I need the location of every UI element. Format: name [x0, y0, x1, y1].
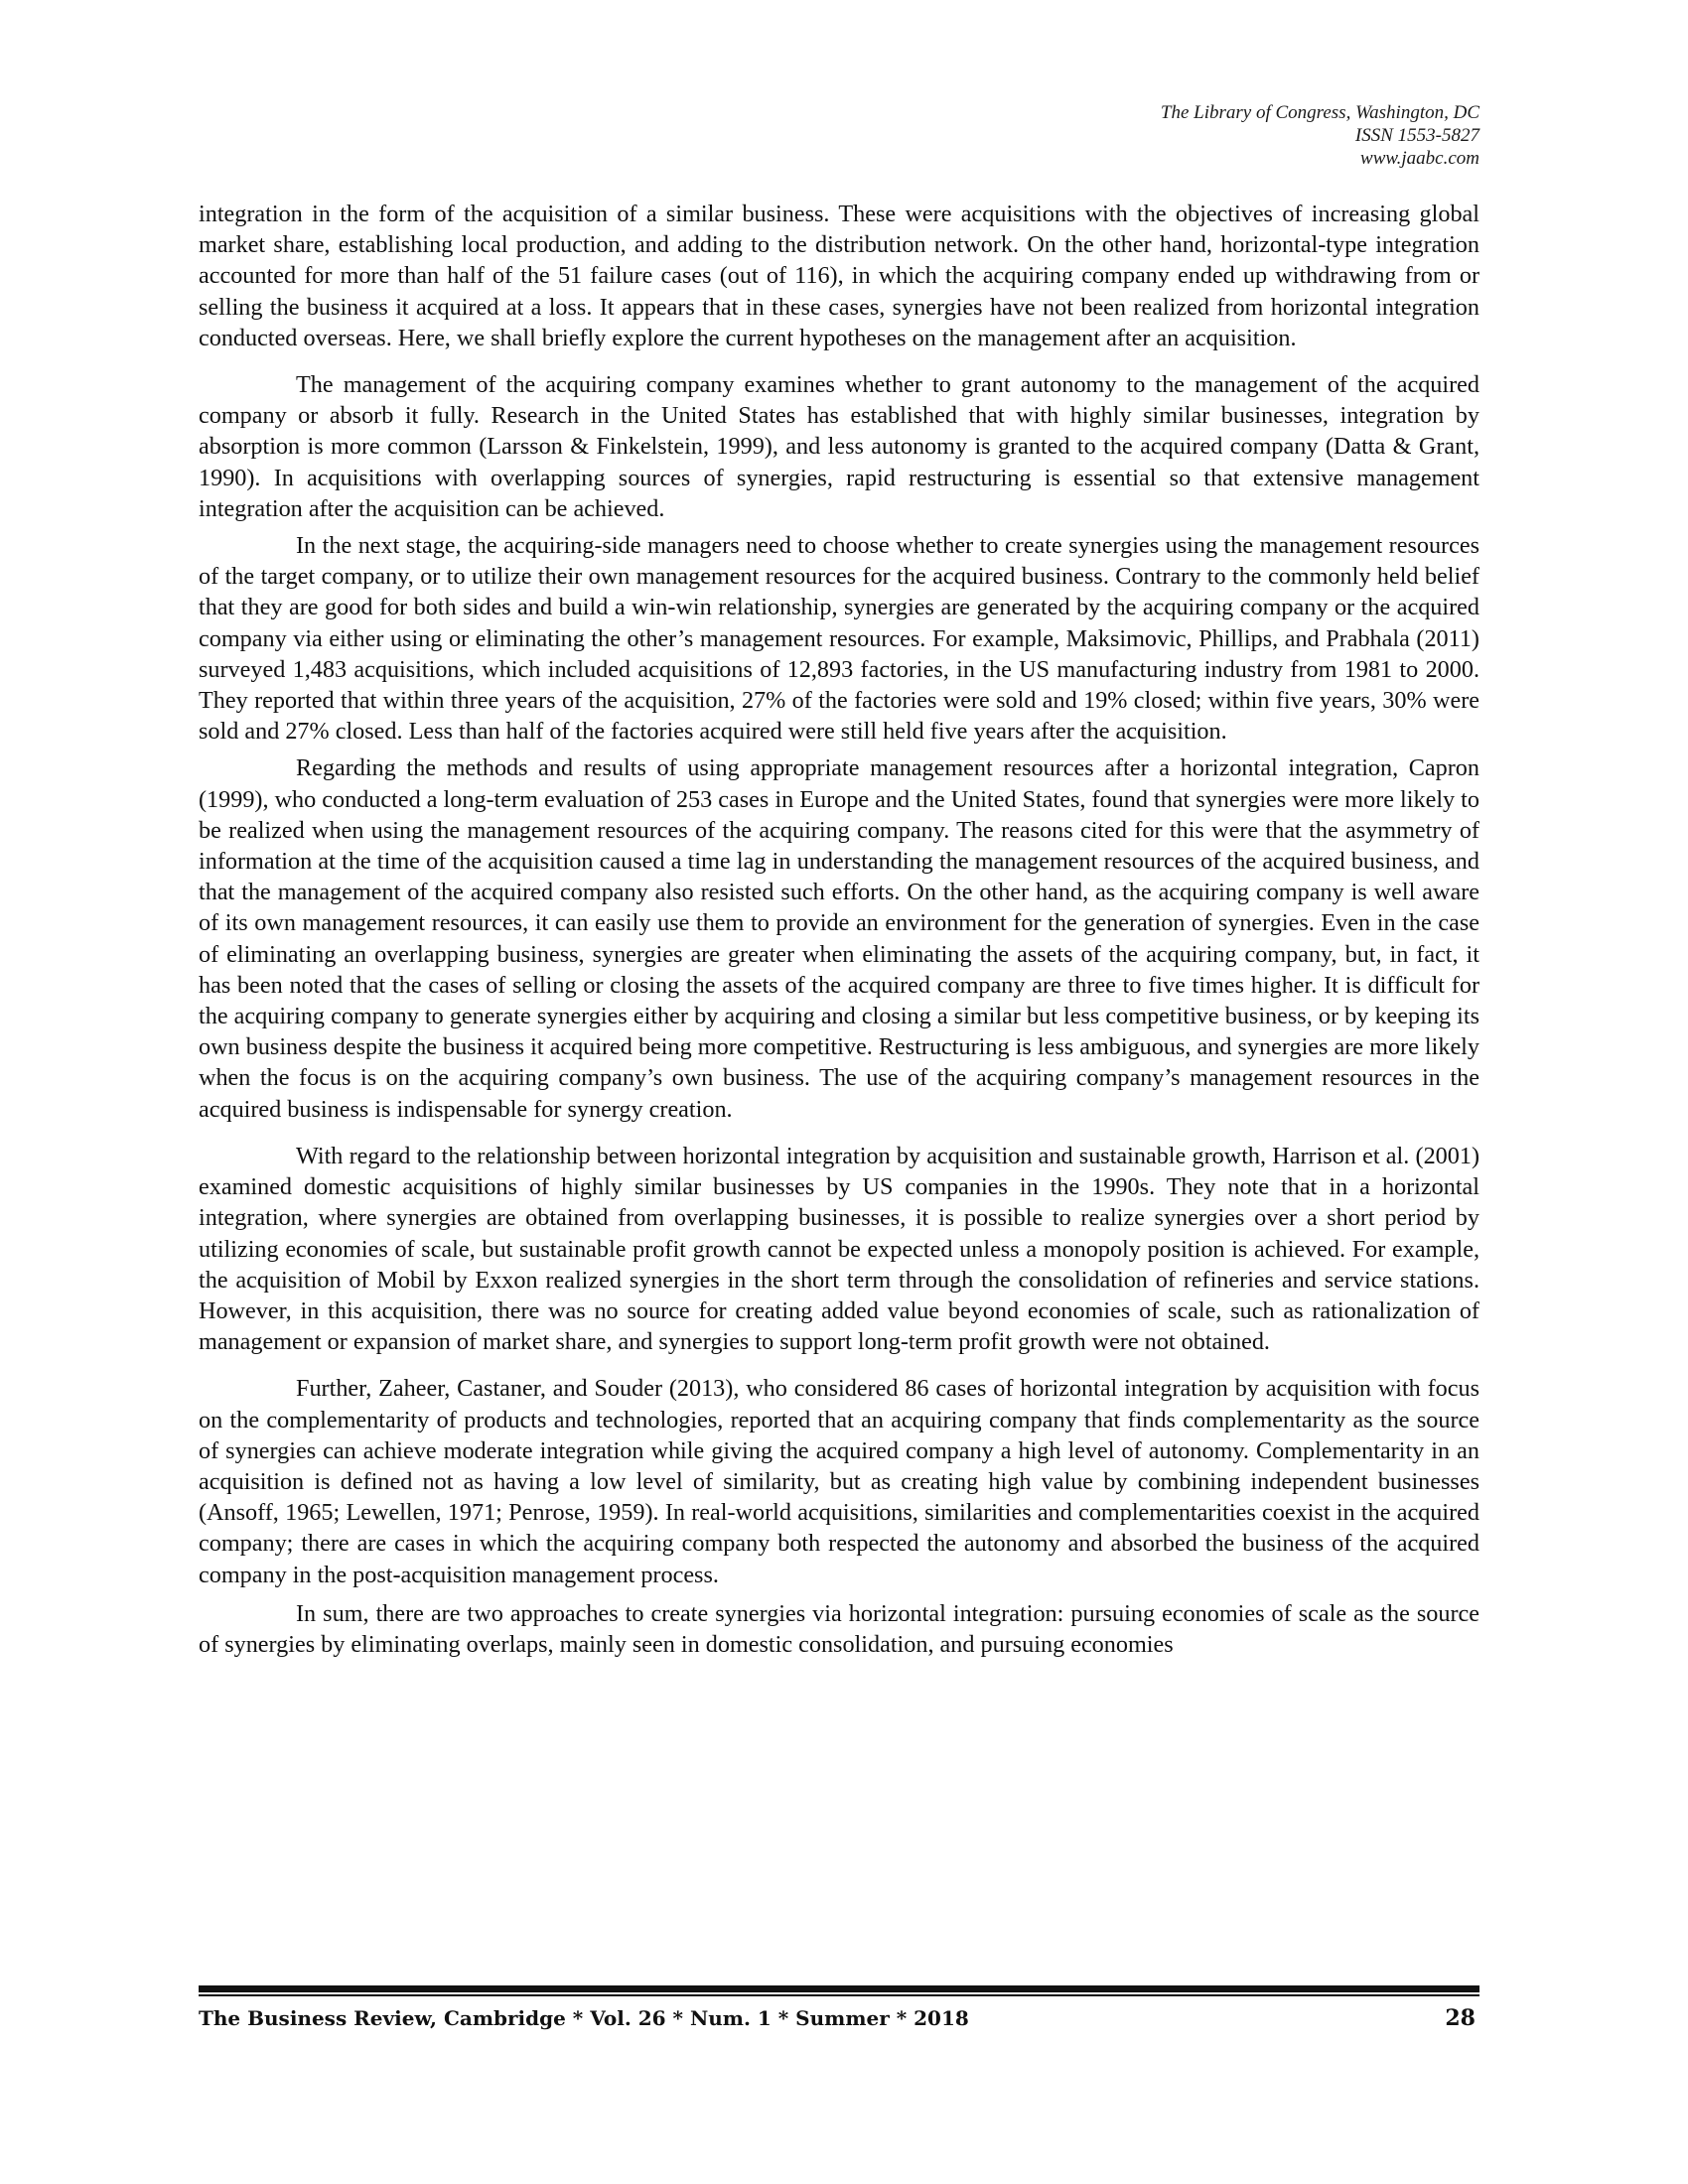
paragraph-next-stage: In the next stage, the acquiring-side managers need to choose whether to create synergies using the management resources of the target company, or to utilize their own management resources for the acquired business. Contrary to the commonly held belief that they are good for both sides and build a win-win relationship, synergies are generated by the acquiring company or the acquired company via either using or eliminating the other’s management resources. For example, Maksimovic, Phillips, and Prabhala (2011) surveyed 1,483 acquisitions, which included acquisitions of 12,893 factories, in the US manufacturing industry from 1981 to 2000. They reported that within three years of the acquisition, 27% of the factories were sold and 19% closed; within five years, 30% were sold and 27% closed. Less than half of the factories acquired were still held five years after the acquisition. — [199, 532, 1479, 746]
page-number: 28 — [1445, 2005, 1476, 2031]
page-footer — [199, 2005, 1479, 2031]
paragraph-continuation: integration in the form of the acquisition of a similar business. These were acquisitions with the objectives of increasing global market share, establishing local production, and adding to the distribution network. On the other hand, horizontal-type integration accounted for more than half of the 51 failure cases (out of 116), in which the acquiring company ended up withdrawing from or selling the business it acquired at a loss. It appears that in these cases, synergies have not been realized from horizontal integration conducted overseas. Here, we shall briefly explore the current hypotheses on the management after an acquisition. — [199, 201, 1479, 351]
footer-journal-citation: The Business Review, Cambridge * Vol. 26 * Num. 1 * Summer * 2018 — [199, 2006, 969, 2030]
footer-divider — [199, 1985, 1479, 1996]
paragraph-autonomy: The management of the acquiring company examines whether to grant autonomy to the management of the acquired company or absorb it fully. Research in the United States has established that with highly similar businesses, integration by absorption is more common (Larsson & Finkelstein, 1999), and less autonomy is granted to the acquired company (Datta & Grant, 1990). In acquisitions with overlapping sources of synergies, rapid restructuring is essential so that extensive management integration after the acquisition can be achieved. — [199, 371, 1479, 522]
footer-divider-thin — [199, 1994, 1479, 1996]
header-website-line: www.jaabc.com — [1360, 148, 1479, 169]
paragraph-harrison: With regard to the relationship between horizontal integration by acquisition and sustainable growth, Harrison et al. (2001) examined domestic acquisitions of highly similar businesses by US companies in the 1990s. They note that in a horizontal integration, where synergies are obtained from overlapping businesses, it is possible to realize synergies over a short period by utilizing economies of scale, but sustainable profit growth cannot be expected unless a monopoly position is achieved. For example, the acquisition of Mobil by Exxon realized synergies in the short term through the consolidation of refineries and service stations. However, in this acquisition, there was no source for creating added value beyond economies of scale, such as rationalization of management or expansion of market share, and synergies to support long-term profit growth were not obtained. — [199, 1142, 1479, 1356]
journal-header — [1161, 101, 1479, 170]
paragraph-zaheer: Further, Zaheer, Castaner, and Souder (2013), who considered 86 cases of horizontal integration by acquisition with focus on the complementarity of products and technologies, reported that an acquiring company that finds complementarity as the source of synergies can achieve moderate integration while giving the acquired company a high level of autonomy. Complementarity in an acquisition is defined not as having a low level of similarity, but as creating high value by combining independent businesses (Ansoff, 1965; Lewellen, 1971; Penrose, 1959). In real-world acquisitions, similarities and complementarities coexist in the acquired company; there are cases in which the acquiring company both respected the autonomy and absorbed the business of the acquired company in the post-acquisition management process. — [199, 1375, 1479, 1588]
footer-divider-thick — [199, 1985, 1479, 1992]
paragraph-capron: Regarding the methods and results of using appropriate management resources after a horizontal integration, Capron (1999), who conducted a long-term evaluation of 253 cases in Europe and the United States, found that synergies were more likely to be realized when using the management resources of the acquiring company. The reasons cited for this were that the asymmetry of information at the time of the acquisition caused a time lag in understanding the management resources of the acquired business, and that the management of the acquired company also resisted such efforts. On the other hand, as the acquiring company is well aware of its own management resources, it can easily use them to provide an environment for the generation of synergies. Even in the case of eliminating an overlapping business, synergies are greater when eliminating the assets of the acquiring company, but, in fact, it has been noted that the cases of selling or closing the assets of the acquired company are three to five times higher. It is difficult for the acquiring company to generate synergies either by acquiring and closing a similar but less competitive business, or by keeping its own business despite the business it acquired being more competitive. Restructuring is less ambiguous, and synergies are more likely when the focus is on the acquiring company’s own business. The use of the acquiring company’s management resources in the acquired business is indispensable for synergy creation. — [199, 754, 1479, 1123]
article-body — [199, 199, 1479, 1660]
paragraph-in-sum: In sum, there are two approaches to create synergies via horizontal integration: pursuing economies of scale as the source of synergies by eliminating overlaps, mainly seen in domestic consolidation, and pursuing economies — [199, 1599, 1479, 1658]
header-library-line: The Library of Congress, Washington, DC — [1160, 102, 1479, 123]
header-issn-line: ISSN 1553-5827 — [1354, 125, 1479, 146]
